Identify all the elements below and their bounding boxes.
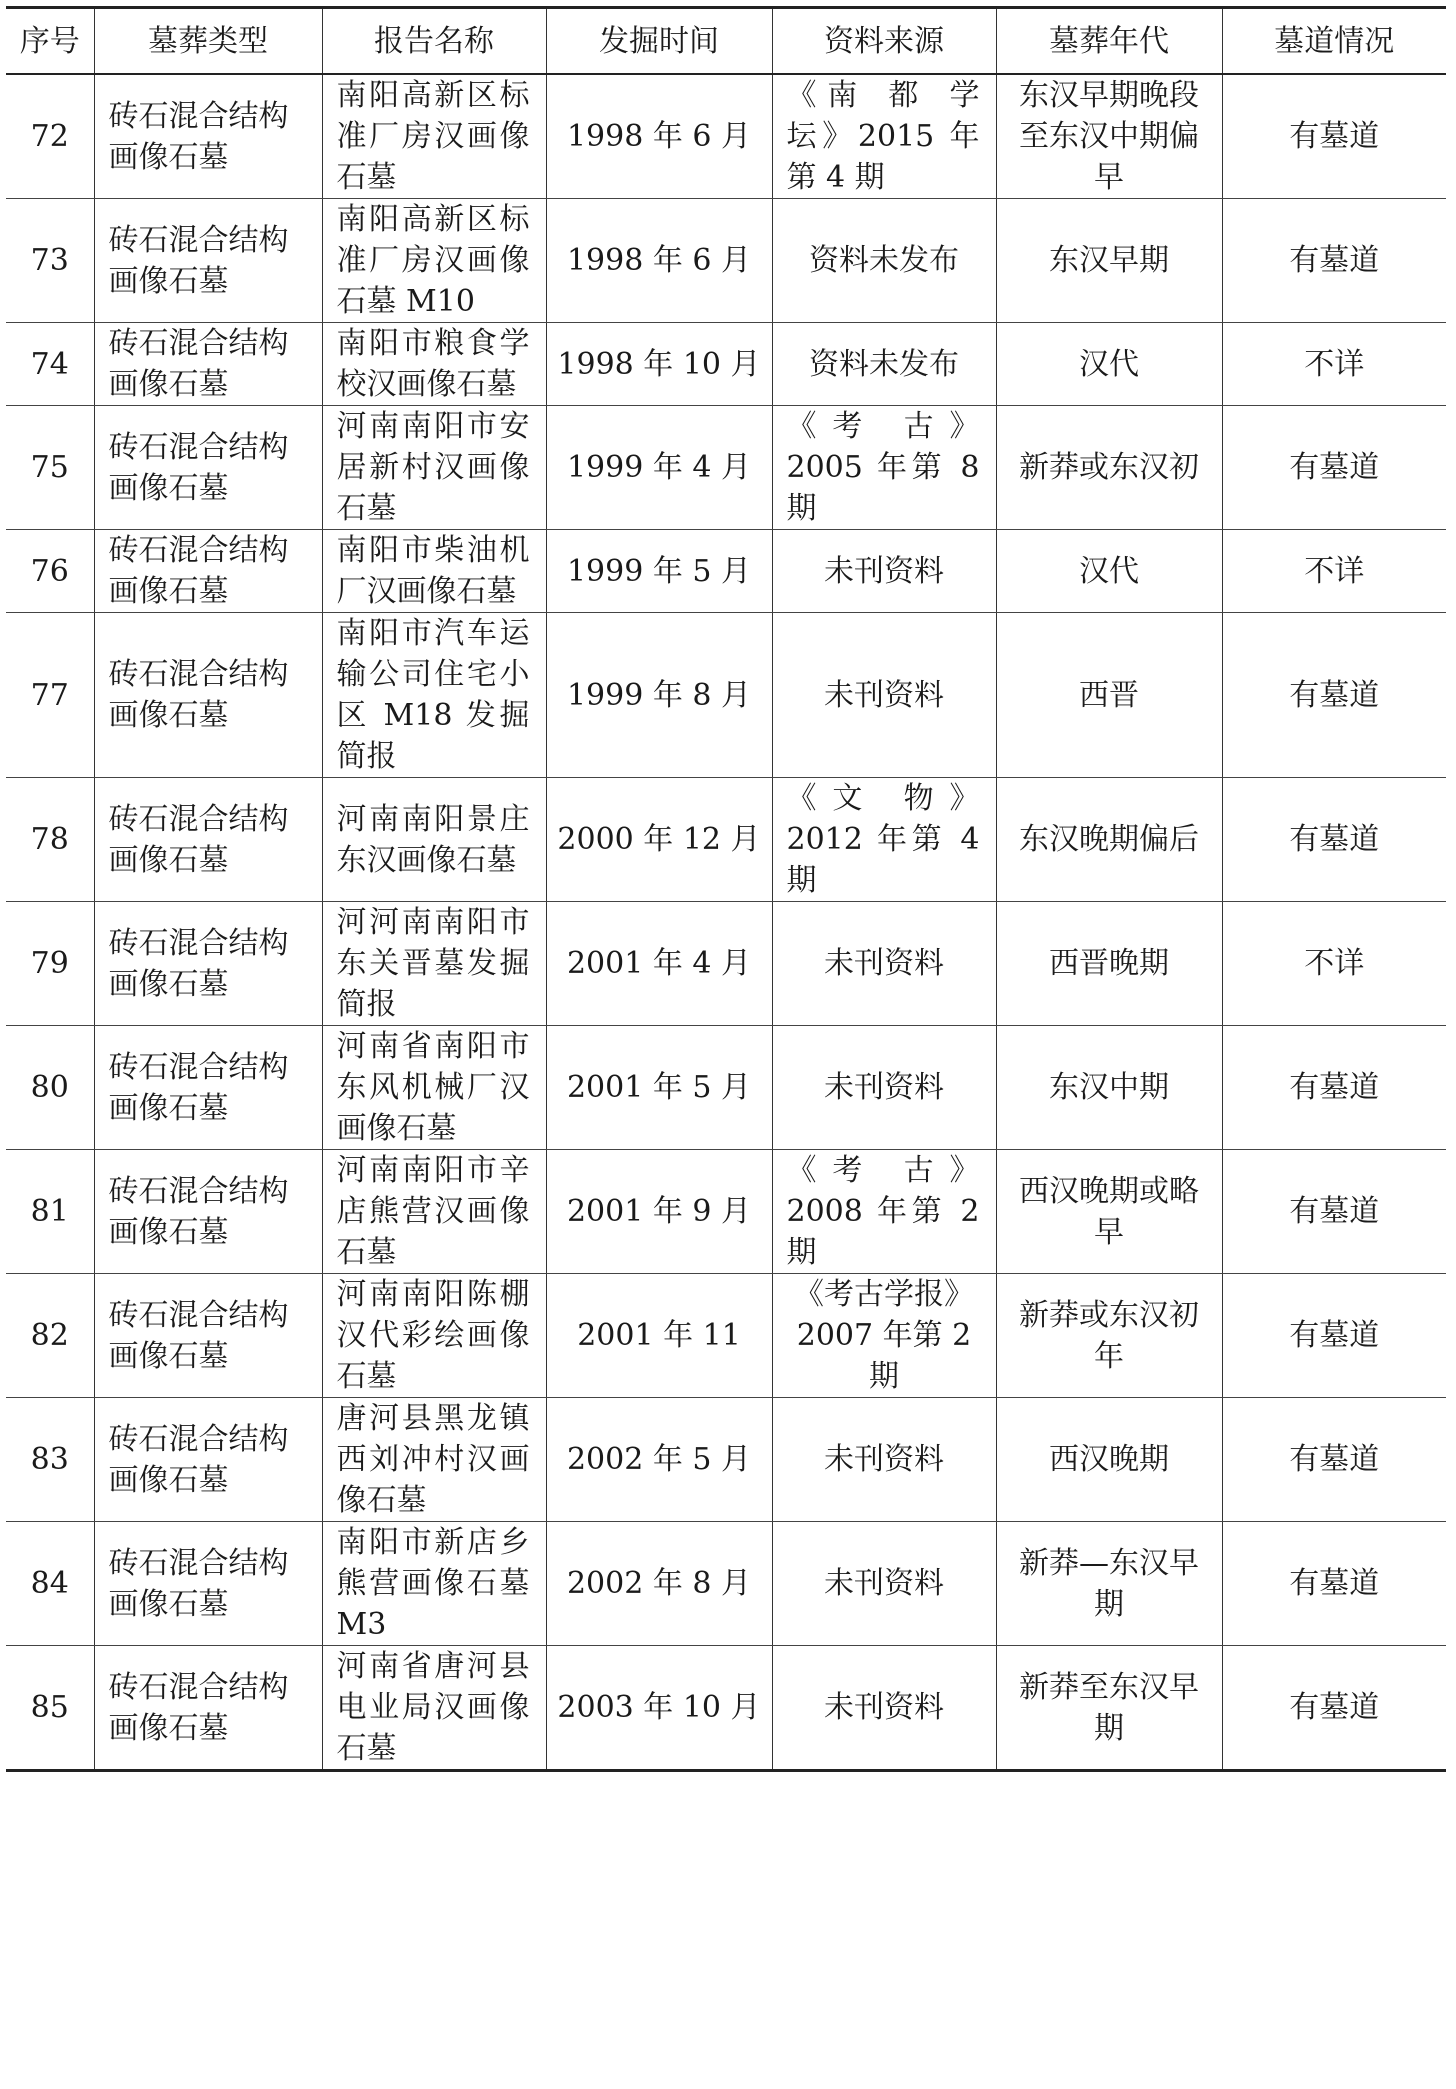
cell-name: 河南南阳陈棚汉代彩绘画像石墓	[322, 1274, 546, 1398]
cell-type: 砖石混合结构画像石墓	[94, 530, 322, 613]
header-era: 墓葬年代	[996, 8, 1222, 75]
cell-era: 汉代	[996, 323, 1222, 406]
table-row	[6, 1398, 1446, 1522]
cell-era: 西汉晚期	[996, 1398, 1222, 1522]
cell-type: 砖石混合结构画像石墓	[94, 323, 322, 406]
cell-passage: 不详	[1222, 530, 1446, 613]
cell-date: 1998 年 10 月	[546, 323, 772, 406]
cell-passage: 有墓道	[1222, 778, 1446, 902]
cell-source: 资料未发布	[772, 199, 996, 323]
cell-source: 未刊资料	[772, 1522, 996, 1646]
table-row	[6, 406, 1446, 530]
header-no: 序号	[6, 8, 94, 75]
table-row	[6, 1150, 1446, 1274]
cell-name: 南阳市粮食学校汉画像石墓	[322, 323, 546, 406]
cell-date: 2002 年 5 月	[546, 1398, 772, 1522]
cell-source: 《考 古》 2008 年第 2 期	[772, 1150, 996, 1274]
header-type: 墓葬类型	[94, 8, 322, 75]
cell-name: 南阳高新区标准厂房汉画像石墓 M10	[322, 199, 546, 323]
cell-source: 《南 都 学 坛》2015 年第 4 期	[772, 74, 996, 199]
cell-passage: 有墓道	[1222, 74, 1446, 199]
cell-type: 砖石混合结构画像石墓	[94, 902, 322, 1026]
cell-type: 砖石混合结构画像石墓	[94, 1274, 322, 1398]
header-passage: 墓道情况	[1222, 8, 1446, 75]
table-header	[6, 8, 1446, 75]
table-row	[6, 902, 1446, 1026]
header-row	[6, 8, 1446, 75]
header-name: 报告名称	[322, 8, 546, 75]
table-row	[6, 1646, 1446, 1771]
cell-date: 1998 年 6 月	[546, 199, 772, 323]
cell-type: 砖石混合结构画像石墓	[94, 1522, 322, 1646]
cell-type: 砖石混合结构画像石墓	[94, 613, 322, 778]
cell-source: 未刊资料	[772, 1026, 996, 1150]
cell-name: 河南省南阳市东风机械厂汉画像石墓	[322, 1026, 546, 1150]
cell-name: 河南南阳景庄东汉画像石墓	[322, 778, 546, 902]
cell-date: 2001 年 5 月	[546, 1026, 772, 1150]
cell-date: 2001 年 4 月	[546, 902, 772, 1026]
cell-source: 资料未发布	[772, 323, 996, 406]
cell-type: 砖石混合结构画像石墓	[94, 1398, 322, 1522]
cell-no: 80	[6, 1026, 94, 1150]
cell-date: 2001 年 9 月	[546, 1150, 772, 1274]
cell-no: 72	[6, 74, 94, 199]
cell-era: 西晋	[996, 613, 1222, 778]
table-row	[6, 323, 1446, 406]
cell-name: 南阳高新区标准厂房汉画像石墓	[322, 74, 546, 199]
cell-no: 73	[6, 199, 94, 323]
cell-passage: 有墓道	[1222, 1274, 1446, 1398]
cell-source: 《考古学报》2007 年第 2 期	[772, 1274, 996, 1398]
cell-passage: 有墓道	[1222, 406, 1446, 530]
cell-source: 未刊资料	[772, 530, 996, 613]
cell-type: 砖石混合结构画像石墓	[94, 406, 322, 530]
document-page	[6, 6, 1446, 1772]
cell-no: 85	[6, 1646, 94, 1771]
cell-name: 南阳市汽车运输公司住宅小区 M18 发掘简报	[322, 613, 546, 778]
cell-era: 东汉早期	[996, 199, 1222, 323]
cell-era: 新莽或东汉初	[996, 406, 1222, 530]
cell-no: 81	[6, 1150, 94, 1274]
cell-source: 《文 物》 2012 年第 4 期	[772, 778, 996, 902]
cell-source: 《考 古》 2005 年第 8 期	[772, 406, 996, 530]
cell-name: 河南省唐河县电业局汉画像石墓	[322, 1646, 546, 1771]
cell-passage: 有墓道	[1222, 1646, 1446, 1771]
cell-name: 河南南阳市安居新村汉画像石墓	[322, 406, 546, 530]
cell-era: 东汉早期晚段至东汉中期偏早	[996, 74, 1222, 199]
cell-era: 东汉中期	[996, 1026, 1222, 1150]
header-source: 资料来源	[772, 8, 996, 75]
table-row	[6, 613, 1446, 778]
table-row	[6, 1522, 1446, 1646]
cell-date: 2003 年 10 月	[546, 1646, 772, 1771]
cell-type: 砖石混合结构画像石墓	[94, 74, 322, 199]
cell-era: 新莽或东汉初年	[996, 1274, 1222, 1398]
cell-era: 西汉晚期或略早	[996, 1150, 1222, 1274]
cell-date: 2001 年 11	[546, 1274, 772, 1398]
cell-no: 76	[6, 530, 94, 613]
cell-passage: 有墓道	[1222, 1398, 1446, 1522]
cell-no: 82	[6, 1274, 94, 1398]
cell-era: 东汉晚期偏后	[996, 778, 1222, 902]
cell-source: 未刊资料	[772, 613, 996, 778]
table-row	[6, 1274, 1446, 1398]
cell-no: 84	[6, 1522, 94, 1646]
cell-name: 河南南阳市辛店熊营汉画像石墓	[322, 1150, 546, 1274]
tomb-table	[6, 6, 1446, 1772]
table-row	[6, 74, 1446, 199]
cell-era: 汉代	[996, 530, 1222, 613]
cell-passage: 不详	[1222, 323, 1446, 406]
cell-type: 砖石混合结构画像石墓	[94, 1150, 322, 1274]
cell-type: 砖石混合结构画像石墓	[94, 199, 322, 323]
cell-era: 新莽—东汉早期	[996, 1522, 1222, 1646]
cell-era: 西晋晚期	[996, 902, 1222, 1026]
cell-passage: 有墓道	[1222, 1150, 1446, 1274]
cell-passage: 有墓道	[1222, 1522, 1446, 1646]
cell-date: 1999 年 5 月	[546, 530, 772, 613]
table-row	[6, 199, 1446, 323]
cell-source: 未刊资料	[772, 1398, 996, 1522]
cell-passage: 不详	[1222, 902, 1446, 1026]
cell-date: 1999 年 8 月	[546, 613, 772, 778]
cell-no: 74	[6, 323, 94, 406]
cell-no: 83	[6, 1398, 94, 1522]
cell-source: 未刊资料	[772, 1646, 996, 1771]
cell-source: 未刊资料	[772, 902, 996, 1026]
table-row	[6, 778, 1446, 902]
cell-name: 南阳市新店乡熊营画像石墓 M3	[322, 1522, 546, 1646]
cell-type: 砖石混合结构画像石墓	[94, 1646, 322, 1771]
cell-passage: 有墓道	[1222, 613, 1446, 778]
cell-passage: 有墓道	[1222, 199, 1446, 323]
cell-passage: 有墓道	[1222, 1026, 1446, 1150]
cell-no: 75	[6, 406, 94, 530]
cell-date: 1999 年 4 月	[546, 406, 772, 530]
table-row	[6, 530, 1446, 613]
cell-name: 南阳市柴油机厂汉画像石墓	[322, 530, 546, 613]
table-body	[6, 74, 1446, 1771]
cell-era: 新莽至东汉早期	[996, 1646, 1222, 1771]
cell-type: 砖石混合结构画像石墓	[94, 1026, 322, 1150]
cell-no: 78	[6, 778, 94, 902]
cell-name: 唐河县黑龙镇西刘冲村汉画像石墓	[322, 1398, 546, 1522]
header-date: 发掘时间	[546, 8, 772, 75]
cell-type: 砖石混合结构画像石墓	[94, 778, 322, 902]
cell-date: 2000 年 12 月	[546, 778, 772, 902]
cell-date: 2002 年 8 月	[546, 1522, 772, 1646]
cell-no: 79	[6, 902, 94, 1026]
cell-date: 1998 年 6 月	[546, 74, 772, 199]
table-row	[6, 1026, 1446, 1150]
cell-no: 77	[6, 613, 94, 778]
cell-name: 河河南南阳市东关晋墓发掘简报	[322, 902, 546, 1026]
